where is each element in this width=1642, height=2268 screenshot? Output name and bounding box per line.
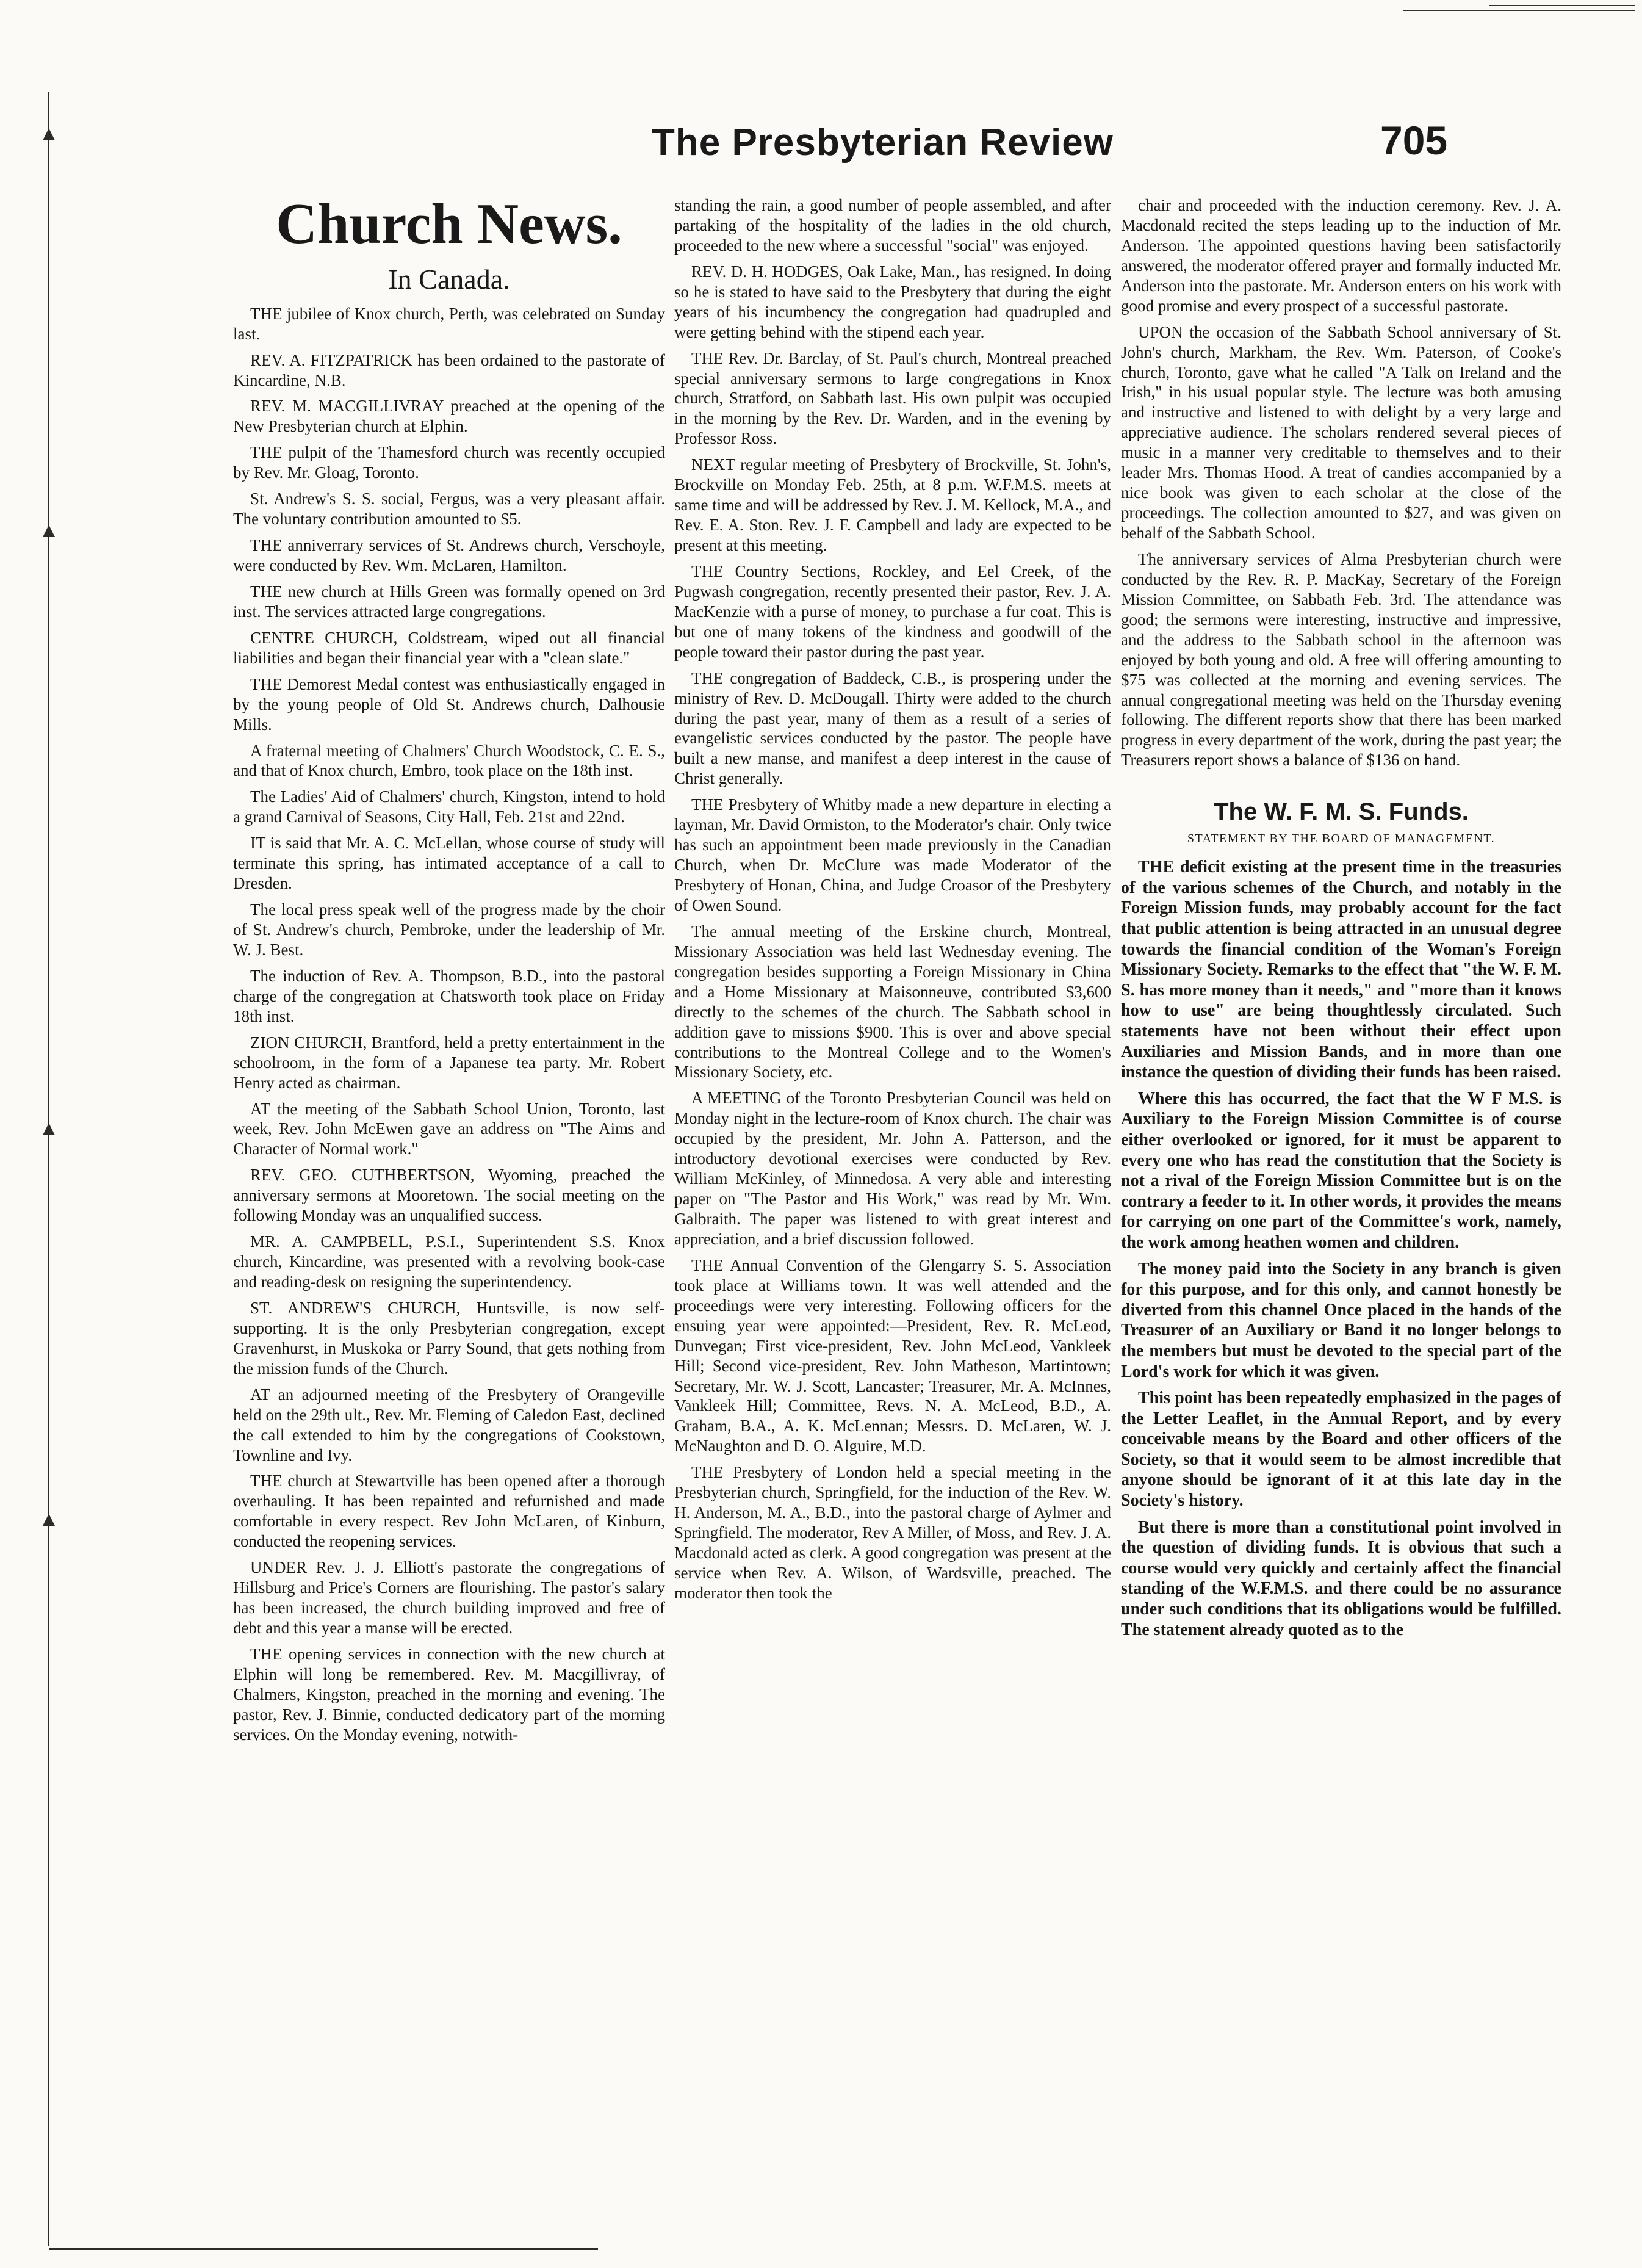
section-title: Church News.: [276, 194, 622, 256]
news-paragraph: IT is said that Mr. A. C. McLellan, whose course of study will terminate this spring, has intimated acceptance of a call to Dresden.: [233, 834, 665, 893]
news-paragraph: THE Annual Convention of the Glengarry S. S. Association took place at Williams town. It was well attended and the proceedings were very interesting. Following officers for the ensuing year were appointed:—President, Rev. R. McLeod, Dunvegan; First vice-president, Rev. John McLeod, Vankleek Hill; Second vice-president, Rev. John Matheson, Martintown; Secretary, Mr. W. J. Scott, Lancaster; Treasurer, Mr. A. McInnes, Vankleek Hill; Committee, Revs. N. A. McLeod, B.D., A. Graham, B.A., A. K. McLennan; Messrs. D. McLaren, W. J. McNaughton and D. O. Alguire, M.D.: [674, 1255, 1111, 1456]
margin-marker: [43, 128, 55, 140]
news-paragraph: But there is more than a constitutional point involved in the question of dividing funds. It is obvious that such a course would very quickly and certainly affect the financial standing of the W.F.M.S. and there could be no assurance under such conditions that its obligations would be fulfilled. The statement already quoted as to the: [1121, 1517, 1561, 1639]
news-paragraph: REV. D. H. HODGES, Oak Lake, Man., has resigned. In doing so he is stated to have said to the Presbytery that during the eight years of his incumbency the congregation had quadrupled and were getting behind with the stipend each year.: [674, 262, 1111, 341]
news-paragraph: This point has been repeatedly emphasized in the pages of the Letter Leaflet, in the Annual Report, and by every conceivable means by the Board and other officers of the Society, so that it would seem to be almost incredible that anyone should be ignorant of it at this late day in the Society's history.: [1121, 1389, 1561, 1511]
news-paragraph: THE jubilee of Knox church, Perth, was celebrated on Sunday last.: [233, 304, 665, 343]
news-paragraph: REV. A. FITZPATRICK has been ordained to the pastorate of Kincardine, N.B.: [233, 350, 665, 389]
news-paragraph: THE Presbytery of Whitby made a new departure in electing a layman, Mr. David Ormiston, to the Moderator's chair. Only twice has such an appointment been made previously in the Canadian Church, when Dr. McClure was made Moderator of the Presbytery of Honan, China, and Judge Croasor of the Presbytery of Owen Sound.: [674, 795, 1111, 914]
news-paragraph: THE new church at Hills Green was formally opened on 3rd inst. The services attracted large congregations.: [233, 582, 665, 621]
news-paragraph: REV. M. MACGILLIVRAY preached at the opening of the New Presbyterian church at Elphin.: [233, 397, 665, 436]
news-paragraph: chair and proceeded with the induction ceremony. Rev. J. A. Macdonald recited the steps leading up to the induction of Mr. Anderson. The appointed questions having been satisfactorily answered, the moderator offered prayer and formally inducted Mr. Anderson into the pastorate. Mr. Anderson enters on his work with good promise and every prospect of a successful pastorate.: [1121, 196, 1561, 315]
page-header-title: The Presbyterian Review: [652, 121, 1114, 164]
news-paragraph: standing the rain, a good number of people assembled, and after partaking of the hospitality of the ladies in the old church, proceeded to the new where a successful "social" was enjoyed.: [674, 196, 1111, 255]
funds-article-title: The W. F. M. S. Funds.: [1214, 798, 1469, 826]
news-paragraph: The money paid into the Society in any branch is given for this purpose, and for this only, and cannot honestly be diverted from this channel Once placed in the hands of the Treasurer of an Auxiliary or Band it no longer belongs to the members but must be devoted to the special part of the Lord's work for which it was given.: [1121, 1259, 1561, 1381]
news-paragraph: THE pulpit of the Thamesford church was recently occupied by Rev. Mr. Gloag, Toronto.: [233, 443, 665, 482]
news-paragraph: REV. GEO. CUTHBERTSON, Wyoming, preached the anniversary sermons at Mooretown. The social meeting on the following Monday was an unqualified success.: [233, 1166, 665, 1225]
news-paragraph: ST. ANDREW'S CHURCH, Huntsville, is now self-supporting. It is the only Presbyterian congregation, except Gravenhurst, in Muskoka or Parry Sound, that gets nothing from the mission funds of the Church.: [233, 1298, 665, 1378]
bottom-rule: [49, 2248, 598, 2250]
news-paragraph: THE anniverrary services of St. Andrews church, Verschoyle, were conducted by Rev. Wm. McLaren, Hamilton.: [233, 536, 665, 574]
news-paragraph: UPON the occasion of the Sabbath School anniversary of St. John's church, Markham, the Rev. Wm. Paterson, of Cooke's church, Toronto, gave what he called "A Talk on Ireland and the Irish," in his usual popular style. The lecture was both amusing and instructive and listened to with delight by a very large and appreciative audience. The scholars rendered several pieces of music in a manner very creditable to themselves and to their leader Mrs. Thomas Hood. A treat of candies accompanied by a nice book was given to each scholar at the close of the proceedings. The collection amounted to $27, and was given on behalf of the Sabbath School.: [1121, 322, 1561, 542]
news-paragraph: The Ladies' Aid of Chalmers' church, Kingston, intend to hold a grand Carnival of Seasons, City Hall, Feb. 21st and 22nd.: [233, 787, 665, 826]
news-paragraph: NEXT regular meeting of Presbytery of Brockville, St. John's, Brockville on Monday Feb. 25th, at 8 p.m. W.F.M.S. meets at same time and will be addressed by Rev. J. M. Kellock, M.A., and Rev. E. A. Ston. Rev. J. F. Campbell and lady are expected to be present at this meeting.: [674, 455, 1111, 554]
news-paragraph: THE Demorest Medal contest was enthusiastically engaged in by the young people of Old St. Andrews church, Dalhousie Mills.: [233, 674, 665, 734]
column-1: [233, 194, 665, 2226]
column-2-body: [674, 195, 1111, 1603]
news-paragraph: ZION CHURCH, Brantford, held a pretty entertainment in the schoolroom, in the form of a Japanese tea party. Mr. Robert Henry acted as chairman.: [233, 1033, 665, 1092]
top-rule: [1489, 5, 1635, 6]
news-paragraph: THE Rev. Dr. Barclay, of St. Paul's church, Montreal preached special anniversary sermons to large congregations in Knox church, Stratford, on Sabbath last. His own pulpit was occupied in the morning by the Rev. Dr. Warden, and in the evening by Professor Ross.: [674, 349, 1111, 448]
funds-article-body: [1121, 857, 1561, 1640]
column-1-body: [233, 304, 665, 1745]
news-paragraph: UNDER Rev. J. J. Elliott's pastorate the congregations of Hillsburg and Price's Corners are flourishing. The pastor's salary has been increased, the church building improved and free of debt and this year a manse will be erected.: [233, 1558, 665, 1637]
page-number: 705: [1380, 118, 1448, 163]
news-paragraph: THE Country Sections, Rockley, and Eel Creek, of the Pugwash congregation, recently presented their pastor, Rev. J. A. MacKenzie with a purse of money, to purchase a fur coat. This is but one of many tokens of the kindness and goodwill of the people toward their pastor during the past year.: [674, 562, 1111, 661]
news-paragraph: St. Andrew's S. S. social, Fergus, was a very pleasant affair. The voluntary contribution amounted to $5.: [233, 489, 665, 529]
column-3-body: [1121, 195, 1561, 770]
top-rule-2: [1403, 10, 1635, 11]
news-paragraph: THE congregation of Baddeck, C.B., is prospering under the ministry of Rev. D. McDougall. Thirty were added to the church during the past year, many of them as a result of a series of evangelistic services conducted by the pastor. The people have built a new manse, and manifest a deep interest in the cause of Christ generally.: [674, 668, 1111, 788]
news-paragraph: MR. A. CAMPBELL, P.S.I., Superintendent S.S. Knox church, Kincardine, was presented with a revolving book-case and reading-desk on resigning the superintendency.: [233, 1232, 665, 1291]
column-3: [1121, 195, 1561, 2228]
news-paragraph: A fraternal meeting of Chalmers' Church Woodstock, C. E. S., and that of Knox church, Embro, took place on the 18th inst.: [233, 741, 665, 780]
margin-marker: [43, 525, 55, 537]
column-2: [674, 195, 1111, 2228]
news-paragraph: THE church at Stewartville has been opened after a thorough overhauling. It has been repainted and refurnished and made comfortable in every respect. Rev John McLaren, of Kinburn, conducted the reopening services.: [233, 1472, 665, 1551]
news-paragraph: The annual meeting of the Erskine church, Montreal, Missionary Association was held last Wednesday evening. The congregation besides supporting a Foreign Missionary in China and a Home Missionary at Maisonneuve, contributed $3,600 directly to the schemes of the church. The Sabbath school in addition gave to missions $900. This is over and above special contributions to the Montreal College and to the Women's Missionary Society, etc.: [674, 922, 1111, 1082]
news-paragraph: Where this has occurred, the fact that the W F M.S. is Auxiliary to the Foreign Mission Committee is of course either overlooked or ignored, for it must be apparent to every one who has read the constitution that the Society is not a rival of the Foreign Mission Committee but is on the contrary a feeder to it. In other words, it provides the means for carrying on one part of the Committee's work, namely, the work among heathen women and children.: [1121, 1089, 1561, 1252]
news-paragraph: AT an adjourned meeting of the Presbytery of Orangeville held on the 29th ult., Rev. Mr. Fleming of Caledon East, declined the call extended to him by the congregations of Cookstown, Townline and Ivy.: [233, 1385, 665, 1464]
margin-binding-line: [48, 92, 49, 2246]
margin-marker: [43, 1123, 55, 1135]
news-paragraph: The induction of Rev. A. Thompson, B.D., into the pastoral charge of the congregation at Chatsworth took place on Friday 18th inst.: [233, 966, 665, 1025]
funds-article-subtitle: STATEMENT BY THE BOARD OF MANAGEMENT.: [1187, 832, 1496, 846]
news-paragraph: The anniversary services of Alma Presbyterian church were conducted by the Rev. R. P. MacKay, Secretary of the Foreign Mission Committee, on Sabbath Feb. 3rd. The attendance was good; the sermons were interesting, instructive and impressive, and the address to the Sabbath school in the afternoon was enjoyed by both young and old. A free will offering amounting to $75 was collected at the morning and evening services. The annual congregational meeting was held on the Thursday evening following. The different reports show that there has been marked progress in every department of the work, during the past year; the Treasurers report shows a balance of $136 on hand.: [1121, 549, 1561, 770]
news-paragraph: THE Presbytery of London held a special meeting in the Presbyterian church, Springfield, for the induction of the Rev. W. H. Anderson, M. A., B.D., into the pastoral charge of Aylmer and Springfield. The moderator, Rev A Miller, of Moss, and Rev. J. A. Macdonald acted as clerk. A good congregation was present at the service when Rev. A. Wilson, of Wardsville, preached. The moderator then took the: [674, 1463, 1111, 1602]
news-paragraph: CENTRE CHURCH, Coldstream, wiped out all financial liabilities and began their financial year with a "clean slate.": [233, 628, 665, 667]
news-paragraph: THE deficit existing at the present time in the treasuries of the various schemes of the Church, and notably in the Foreign Mission funds, may probably account for the fact that public attention is being attracted in an unusual degree towards the financial condition of the Woman's Foreign Missionary Society. Remarks to the effect that "the W. F. M. S. has more money than it needs," and "more than it knows how to use" are being thoughtlessly circulated. Such statements have not been without their effect upon Auxiliaries and Mission Bands, and in more than one instance the question of dividing their funds has been raised.: [1121, 858, 1561, 1082]
news-paragraph: The local press speak well of the progress made by the choir of St. Andrew's church, Pembroke, under the leadership of Mr. W. J. Best.: [233, 900, 665, 959]
margin-marker: [43, 1514, 55, 1526]
section-subtitle: In Canada.: [388, 263, 510, 295]
news-paragraph: THE opening services in connection with the new church at Elphin will long be remembered. Rev. M. Macgillivray, of Chalmers, Kingston, preached in the morning and evening. The pastor, Rev. J. Binnie, conducted dedicatory part of the morning services. On the Monday evening, notwith-: [233, 1644, 665, 1744]
news-paragraph: AT the meeting of the Sabbath School Union, Toronto, last week, Rev. John McEwen gave an address on "The Aims and Character of Normal work.": [233, 1099, 665, 1158]
news-paragraph: A MEETING of the Toronto Presbyterian Council was held on Monday night in the lecture-room of Knox church. The chair was occupied by the president, Mr. John A. Patterson, and the introductory devotional exercises were conducted by Rev. William McKinley, of Minnedosa. A very able and interesting paper on "The Pastor and His Work," was read by Mr. Wm. Galbraith. The paper was listened to with great interest and appreciation, and a brief discussion followed.: [674, 1089, 1111, 1248]
